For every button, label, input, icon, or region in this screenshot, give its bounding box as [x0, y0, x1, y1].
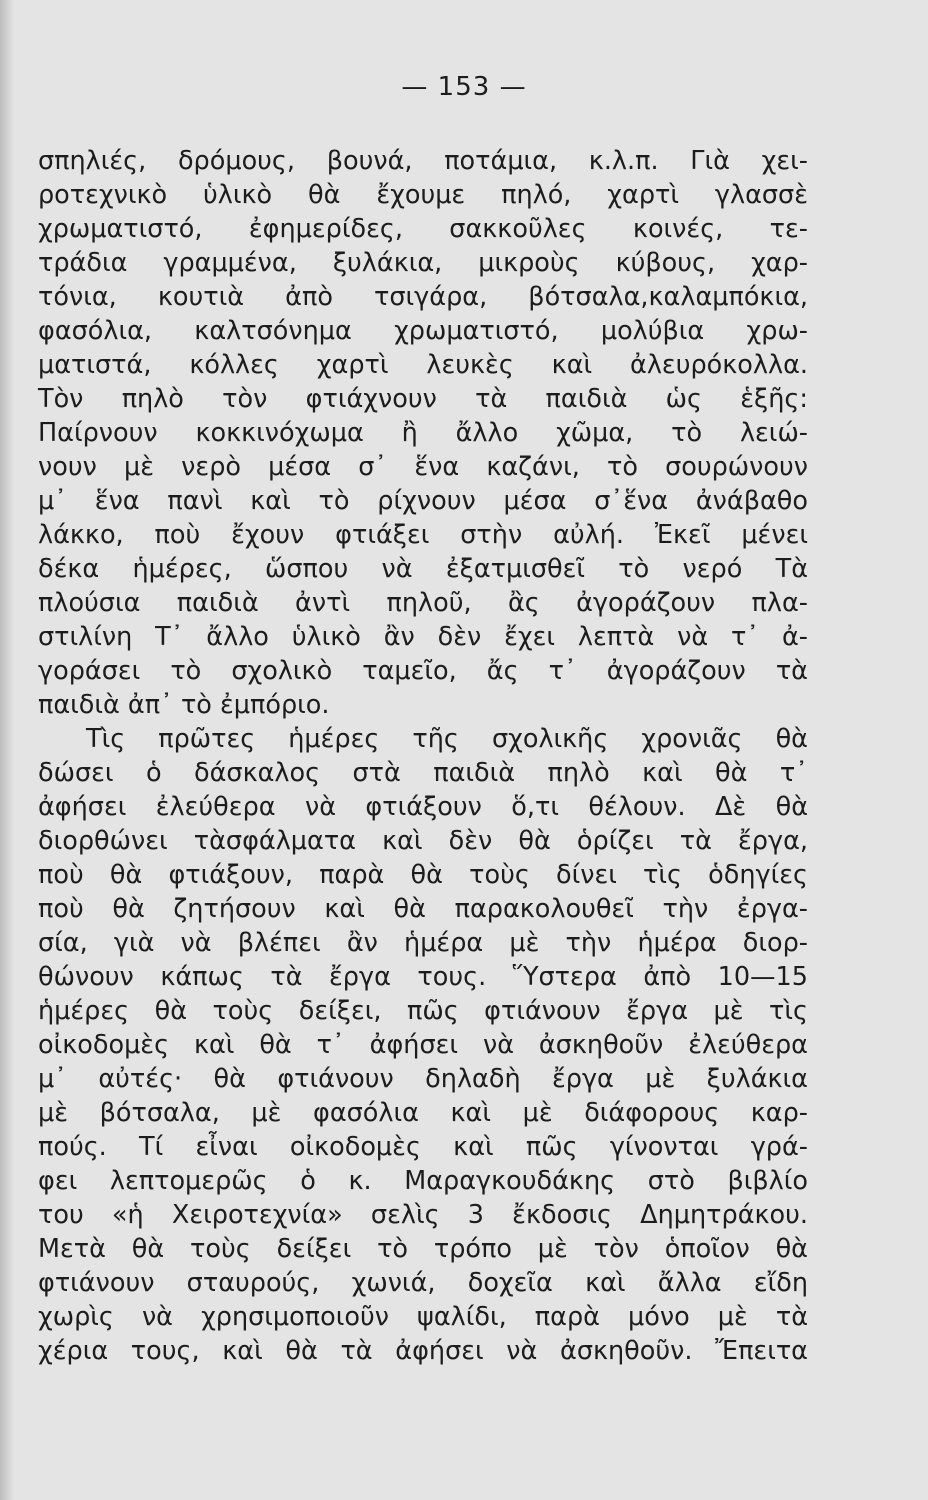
- text-line: χέρια τους, καὶ θὰ τὰ ἀφήσει νὰ ἀσκηθοῦν. Ἔπειτα: [38, 1336, 808, 1366]
- text-line: θώνουν κάπως τὰ ἔργα τους. Ὕστερα ἀπὸ 10—15: [38, 962, 808, 992]
- text-line: νουν μὲ νερὸ μέσα σ᾿ ἕνα καζάνι, τὸ σουρώνουν: [38, 452, 808, 482]
- text-line: τόνια, κουτιὰ ἀπὸ τσιγάρα, βότσαλα,καλαμπόκια,: [38, 282, 808, 312]
- text-line: ἀφήσει ἐλεύθερα νὰ φτιάξουν ὅ,τι θέλουν. Δὲ θὰ: [38, 792, 808, 822]
- text-line: σία, γιὰ νὰ βλέπει ἂν ἡμέρα μὲ τὴν ἡμέρα διορ-: [38, 928, 808, 958]
- text-line: ματιστά, κόλλες χαρτὶ λευκὲς καὶ ἀλευρόκολλα.: [38, 350, 808, 380]
- text-line: φει λεπτομερῶς ὁ κ. Μαραγκουδάκης στὸ βιβλίο: [38, 1166, 808, 1196]
- text-line: ροτεχνικὸ ὑλικὸ θὰ ἔχουμε πηλό, χαρτὶ γλασσὲ: [38, 180, 808, 210]
- page-body-text: [38, 144, 808, 1368]
- text-line: του «ἡ Χειροτεχνία» σελὶς 3 ἔκδοσις Δημητράκου.: [38, 1200, 808, 1230]
- text-line: δώσει ὁ δάσκαλος στὰ παιδιὰ πηλὸ καὶ θὰ τ᾿: [38, 758, 808, 788]
- text-line: φτιάνουν σταυρούς, χωνιά, δοχεῖα καὶ ἄλλα εἴδη: [38, 1268, 808, 1298]
- text-line: χρωματιστό, ἐφημερίδες, σακκοῦλες κοινές, τε-: [38, 214, 808, 244]
- text-line: σπηλιές, δρόμους, βουνά, ποτάμια, κ.λ.π. Γιὰ χει-: [38, 146, 808, 176]
- text-line: φασόλια, καλτσόνημα χρωματιστό, μολύβια χρω-: [38, 316, 808, 346]
- text-line: στιλίνη Τ᾿ ἄλλο ὑλικὸ ἂν δὲν ἔχει λεπτὰ νὰ τ᾿ ἀ-: [38, 622, 808, 652]
- text-line: χωρὶς νὰ χρησιμοποιοῦν ψαλίδι, παρὰ μόνο μὲ τὰ: [38, 1302, 808, 1332]
- text-line: Μετὰ θὰ τοὺς δείξει τὸ τρόπο μὲ τὸν ὁποῖον θὰ: [38, 1234, 808, 1264]
- text-line: Τὶς πρῶτες ἡμέρες τῆς σχολικῆς χρονιᾶς θὰ: [86, 724, 808, 754]
- text-line: πούς. Τί εἶναι οἰκοδομὲς καὶ πῶς γίνονται γρά-: [38, 1132, 808, 1162]
- text-line: μ᾿ αὐτές· θὰ φτιάνουν δηλαδὴ ἔργα μὲ ξυλάκια: [38, 1064, 808, 1094]
- text-line: ἡμέρες θὰ τοὺς δείξει, πῶς φτιάνουν ἔργα μὲ τὶς: [38, 996, 808, 1026]
- text-line: λάκκο, ποὺ ἔχουν φτιάξει στὴν αὐλή. Ἐκεῖ μένει: [38, 520, 808, 550]
- text-line: μὲ βότσαλα, μὲ φασόλια καὶ μὲ διάφορους καρ-: [38, 1098, 808, 1128]
- text-line: δέκα ἡμέρες, ὥσπου νὰ ἐξατμισθεῖ τὸ νερό Τὰ: [38, 554, 808, 584]
- page-binding-edge: [0, 0, 14, 1500]
- text-line: μ᾿ ἕνα πανὶ καὶ τὸ ρίχνουν μέσα σ᾿ἕνα ἀνάβαθο: [38, 486, 808, 516]
- text-line: διορθώνει τὰσφάλματα καὶ δὲν θὰ ὁρίζει τὰ ἔργα,: [38, 826, 808, 856]
- text-line: ποὺ θὰ ζητήσουν καὶ θὰ παρακολουθεῖ τὴν ἐργα-: [38, 894, 808, 924]
- text-line: γοράσει τὸ σχολικὸ ταμεῖο, ἄς τ᾿ ἀγοράζουν τὰ: [38, 656, 808, 686]
- text-line: παιδιὰ ἀπ᾿ τὸ ἐμπόριο.: [38, 690, 330, 720]
- page-number: — 153 —: [401, 72, 527, 102]
- text-line: Τὸν πηλὸ τὸν φτιάχνουν τὰ παιδιὰ ὡς ἑξῆς:: [38, 384, 808, 414]
- text-line: Παίρνουν κοκκινόχωμα ἢ ἄλλο χῶμα, τὸ λειώ-: [38, 418, 808, 448]
- text-line: οἰκοδομὲς καὶ θὰ τ᾿ ἀφήσει νὰ ἀσκηθοῦν ἐλεύθερα: [38, 1030, 808, 1060]
- text-line: ποὺ θὰ φτιάξουν, παρὰ θὰ τοὺς δίνει τὶς ὁδηγίες: [38, 860, 808, 890]
- text-line: πλούσια παιδιὰ ἀντὶ πηλοῦ, ἂς ἀγοράζουν πλα-: [38, 588, 808, 618]
- text-line: τράδια γραμμένα, ξυλάκια, μικροὺς κύβους, χαρ-: [38, 248, 808, 278]
